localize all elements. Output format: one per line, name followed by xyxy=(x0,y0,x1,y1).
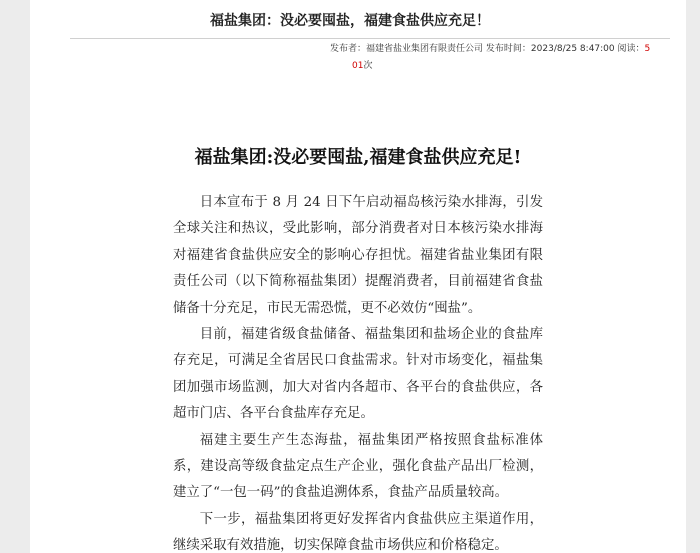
article-paragraph: 日本宣布于 8 月 24 日下午启动福岛核污染水排海，引发全球关注和热议，受此影响，部分消费者对日本核污染水排海对福建省食盐供应安全的影响心存担忧。福建省盐业集团有限责任公司（以下简称福盐集团）提醒消费者，目前福建省食盐储备十分充足，市民无需恐慌，更不必效仿“囤盐”。 xyxy=(173,195,543,316)
scrollbar-track[interactable] xyxy=(686,0,700,553)
header-divider xyxy=(70,38,670,39)
views-count-prefix: 5 xyxy=(644,44,651,54)
article-paragraph: 下一步，福盐集团将更好发挥省内食盐供应主渠道作用，继续采取有效措施，切实保障食盐市场供应和价格稳定。 xyxy=(173,511,543,553)
publish-time-label: 发布时间： xyxy=(485,44,531,54)
left-gutter xyxy=(0,0,30,553)
views-count-rest: 01 xyxy=(352,61,364,71)
publish-time: 2023/8/25 8:47:00 xyxy=(530,44,615,54)
views-label: 阅读： xyxy=(617,44,645,54)
page-title: 福盐集团：没必要囤盐，福建食盐供应充足！ xyxy=(210,13,490,29)
publisher-label: 发布者： xyxy=(330,44,367,54)
article-body xyxy=(173,190,543,553)
article-title: 福盐集团:没必要囤盐,福建食盐供应充足! xyxy=(194,147,522,168)
article-paragraph: 目前，福建省级食盐储备、福盐集团和盐场企业的食盐库存充足，可满足全省居民口食盐需求。针对市场变化，福盐集团加强市场监测，加大对省内各超市、各平台的食盐供应，各超市门店、各平台食盐库存充足。 xyxy=(173,327,543,422)
article-paragraph: 福建主要生产生态海盐，福盐集团严格按照食盐标准体系，建设高等级食盐定点生产企业，强化食盐产品出厂检测，建立了“一包一码”的食盐追溯体系，食盐产品质量较高。 xyxy=(173,432,543,501)
article-meta xyxy=(330,41,680,75)
publisher-name: 福建省盐业集团有限责任公司 xyxy=(366,44,484,54)
views-unit: 次 xyxy=(363,61,373,71)
page-header xyxy=(30,0,686,40)
